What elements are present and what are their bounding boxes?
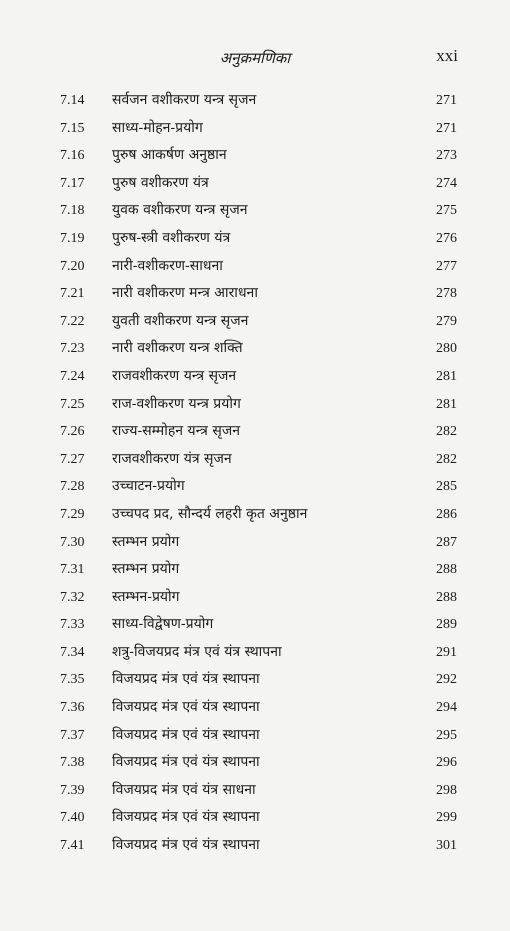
- toc-entry: [0, 804, 510, 832]
- toc-entry-page: 298: [436, 782, 457, 798]
- toc-entry-number: 7.14: [60, 93, 85, 108]
- toc-entry: [0, 197, 510, 225]
- toc-entry-page: 279: [436, 313, 457, 329]
- toc-entry-number: 7.33: [60, 617, 85, 633]
- toc-entry: [0, 418, 510, 446]
- toc-entry-number: 7.16: [60, 148, 85, 164]
- toc-entry-number: 7.21: [60, 286, 85, 302]
- toc-entry: [0, 170, 510, 198]
- toc-entry-number: 7.24: [60, 368, 85, 384]
- toc-entry-title: नारी वशीकरण मन्त्र आराधना: [112, 285, 258, 302]
- toc-entry-page: 276: [436, 230, 457, 246]
- toc-entry: [0, 777, 510, 805]
- toc-entry-number: 7.28: [60, 479, 85, 495]
- toc-entry: [0, 556, 510, 584]
- toc-entry-page: 271: [436, 93, 457, 108]
- toc-entry-page: 281: [436, 368, 457, 384]
- toc-entry-title: स्तम्भन प्रयोग: [112, 533, 180, 550]
- toc-entry-number: 7.17: [60, 175, 85, 191]
- toc-entry-page: 292: [436, 672, 457, 688]
- toc-entry-number: 7.39: [60, 782, 85, 798]
- toc-entry: [0, 666, 510, 694]
- toc-entry-page: 278: [436, 286, 457, 302]
- toc-entry-number: 7.22: [60, 313, 85, 329]
- toc-entry-number: 7.25: [60, 396, 85, 412]
- toc-entry-page: 295: [436, 727, 457, 743]
- toc-entry-page: 289: [436, 617, 457, 633]
- toc-entry-page: 281: [436, 396, 457, 412]
- toc-entry: [0, 722, 510, 750]
- toc-entry: [0, 363, 510, 391]
- toc-entry-page: 294: [436, 700, 457, 716]
- toc-entry: [0, 694, 510, 722]
- toc-entry-number: 7.29: [60, 506, 85, 522]
- toc-entry-number: 7.20: [60, 258, 85, 274]
- toc-entry-title: राज-वशीकरण यन्त्र प्रयोग: [112, 395, 241, 412]
- toc-entry-title: राज्य-सम्मोहन यन्त्र सृजन: [112, 423, 240, 440]
- toc-entry: [0, 446, 510, 474]
- toc-entry-title: विजयप्रद मंत्र एवं यंत्र स्थापना: [112, 671, 260, 688]
- toc-entry-number: 7.18: [60, 203, 85, 219]
- toc-entry-title: विजयप्रद मंत्र एवं यंत्र स्थापना: [112, 837, 260, 854]
- toc-entry-page: 280: [436, 341, 457, 357]
- toc-entry: [0, 142, 510, 170]
- page-header: [0, 44, 510, 74]
- toc-entry-page: 286: [436, 506, 457, 522]
- toc-entry-number: 7.37: [60, 727, 85, 743]
- toc-entry-title: साध्य-मोहन-प्रयोग: [112, 119, 203, 136]
- toc-entry-page: 301: [436, 838, 457, 854]
- toc-entry: [0, 115, 510, 143]
- toc-entry: [0, 832, 510, 860]
- toc-entry-title: विजयप्रद मंत्र एवं यंत्र स्थापना: [112, 699, 260, 716]
- toc-entry: [0, 87, 510, 115]
- toc-entry-number: 7.27: [60, 451, 85, 467]
- toc-entry-page: 288: [436, 589, 457, 605]
- toc-entry-number: 7.23: [60, 341, 85, 357]
- toc-entry-page: 273: [436, 148, 457, 164]
- toc-entry: [0, 529, 510, 557]
- toc-entry-title: राजवशीकरण यंत्र सृजन: [112, 450, 232, 467]
- table-of-contents: [0, 87, 510, 860]
- toc-entry-number: 7.19: [60, 230, 85, 246]
- toc-entry: [0, 280, 510, 308]
- toc-entry-title: नारी-वशीकरण-साधना: [112, 257, 223, 274]
- toc-entry-title: पुरुष वशीकरण यंत्र: [112, 174, 209, 191]
- page-title: अनुक्रमणिका: [219, 49, 291, 67]
- toc-entry-title: स्तम्भन प्रयोग: [112, 561, 180, 578]
- toc-entry: [0, 308, 510, 336]
- toc-entry-title: युवती वशीकरण यन्त्र सृजन: [112, 312, 249, 329]
- toc-entry-title: पुरुष आकर्षण अनुष्ठान: [112, 147, 227, 164]
- toc-entry-page: 299: [436, 810, 457, 826]
- toc-entry: [0, 391, 510, 419]
- toc-entry-title: सर्वजन वशीकरण यन्त्र सृजन: [112, 92, 257, 108]
- toc-entry-title: नारी वशीकरण यन्त्र शक्ति: [112, 340, 243, 357]
- toc-entry-title: पुरुष-स्त्री वशीकरण यंत्र: [112, 229, 231, 246]
- toc-entry-page: 277: [436, 258, 457, 274]
- toc-entry: [0, 584, 510, 612]
- toc-entry-page: 271: [436, 120, 457, 136]
- toc-entry-page: 275: [436, 203, 457, 219]
- toc-entry-number: 7.26: [60, 424, 85, 440]
- toc-entry-page: 291: [436, 644, 457, 660]
- toc-entry-number: 7.32: [60, 589, 85, 605]
- toc-entry-page: 287: [436, 534, 457, 550]
- toc-entry-number: 7.35: [60, 672, 85, 688]
- toc-entry-title: उच्चाटन-प्रयोग: [112, 478, 185, 495]
- toc-entry-title: स्तम्भन-प्रयोग: [112, 588, 180, 605]
- toc-entry-number: 7.34: [60, 644, 85, 660]
- toc-entry-number: 7.36: [60, 700, 85, 716]
- toc-entry-title: युवक वशीकरण यन्त्र सृजन: [112, 202, 248, 219]
- toc-entry: [0, 749, 510, 777]
- toc-entry-number: 7.40: [60, 810, 85, 826]
- toc-entry-title: विजयप्रद मंत्र एवं यंत्र स्थापना: [112, 726, 260, 743]
- toc-entry-page: 282: [436, 451, 457, 467]
- toc-entry-title: उच्चपद प्रद, सौन्दर्य लहरी कृत अनुष्ठान: [112, 505, 308, 522]
- toc-entry-number: 7.41: [60, 838, 85, 854]
- page-number: xxi: [436, 46, 458, 65]
- toc-entry-number: 7.38: [60, 755, 85, 771]
- toc-entry-page: 288: [436, 562, 457, 578]
- toc-entry-number: 7.30: [60, 534, 85, 550]
- toc-entry-title: विजयप्रद मंत्र एवं यंत्र साधना: [112, 781, 256, 798]
- toc-entry: [0, 335, 510, 363]
- toc-entry-number: 7.31: [60, 562, 85, 578]
- toc-entry: [0, 639, 510, 667]
- toc-entry: [0, 611, 510, 639]
- toc-entry-page: 285: [436, 479, 457, 495]
- toc-entry: [0, 473, 510, 501]
- toc-entry-page: 296: [436, 755, 457, 771]
- toc-entry-title: शत्रु-विजयप्रद मंत्र एवं यंत्र स्थापना: [112, 643, 282, 660]
- toc-entry: [0, 253, 510, 281]
- toc-entry-number: 7.15: [60, 120, 85, 136]
- toc-entry-title: साध्य-विद्वेषण-प्रयोग: [112, 616, 214, 633]
- toc-entry: [0, 225, 510, 253]
- toc-entry-page: 274: [436, 175, 457, 191]
- toc-entry-title: विजयप्रद मंत्र एवं यंत्र स्थापना: [112, 754, 260, 771]
- toc-entry: [0, 501, 510, 529]
- toc-entry-title: राजवशीकरण यन्त्र सृजन: [112, 367, 237, 384]
- toc-entry-page: 282: [436, 424, 457, 440]
- toc-entry-title: विजयप्रद मंत्र एवं यंत्र स्थापना: [112, 809, 260, 826]
